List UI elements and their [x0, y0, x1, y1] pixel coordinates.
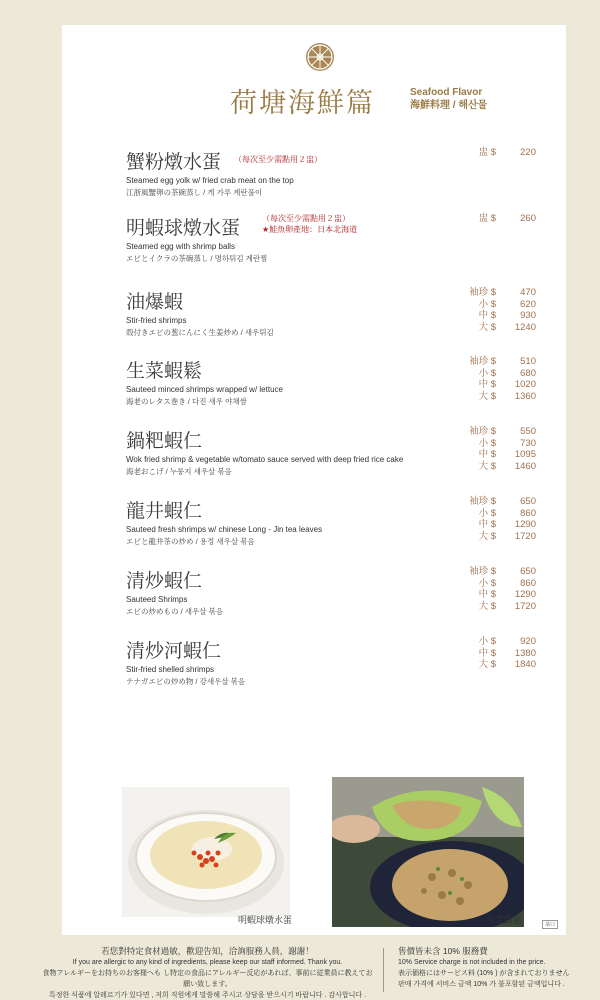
dish-name: 清炒蝦仁	[126, 570, 203, 592]
price-row	[456, 368, 536, 380]
price-row	[456, 601, 536, 613]
menu-page	[62, 25, 566, 935]
dish-name-en: Steamed egg with shrimp balls	[126, 242, 235, 251]
steamed-egg-photo	[122, 787, 290, 917]
dish-note-line: （每次至少需點用２盅）	[234, 155, 322, 164]
price-row	[456, 589, 536, 601]
dish-name-en: Steamed egg yolk w/ fried crab meat on the top	[126, 176, 294, 185]
portion-size: 大 $	[478, 659, 496, 670]
price-row	[456, 461, 536, 473]
price-row	[456, 213, 536, 225]
service-charge-jp: 表示価格にはサービス料 (10% ) が含まれておりません	[398, 970, 570, 977]
menu-item	[126, 287, 536, 349]
dish-note	[262, 213, 357, 235]
portion-size: 中 $	[478, 647, 496, 659]
portion-size: 大 $	[478, 321, 496, 333]
portion-size: 大 $	[478, 460, 496, 472]
price-value: 620	[520, 298, 536, 310]
allergy-notice-zh: 若您對特定食材過敏，歡迎告知，洽詢服務人員，謝謝！	[101, 946, 314, 956]
price-row	[456, 449, 536, 461]
price-value: 1240	[514, 321, 536, 333]
portion-size: 中 $	[478, 379, 496, 390]
price-value: 860	[520, 507, 536, 519]
dish-name-en: Sauteed Shrimps	[126, 595, 188, 604]
left-photo-caption: 明蝦球燉水蛋	[238, 915, 293, 925]
portion-size: 盅 $	[478, 213, 496, 224]
menu-item	[126, 566, 536, 628]
price-value: 510	[520, 356, 536, 367]
service-charge-en: 10% Service charge is not included in the price.	[398, 959, 546, 966]
portion-size: 袖珍 $	[469, 496, 496, 507]
price-row	[456, 438, 536, 450]
price-row	[456, 391, 536, 403]
menu-item	[126, 147, 536, 209]
right-photo-caption: 生菜蝦鬆	[486, 915, 523, 925]
service-charge-notice	[398, 946, 598, 990]
restaurant-logo-icon	[306, 43, 334, 71]
dish-note-origin: ★鮭魚卵產地：日本北海道	[262, 225, 358, 234]
dish-note	[234, 154, 322, 165]
price-list	[456, 426, 536, 472]
dish-name-jp-kr: エビの炒めもの / 새우살 볶음	[126, 607, 224, 616]
section-subtitle	[410, 86, 487, 112]
dish-name: 油爆蝦	[126, 291, 184, 313]
dish-name: 明蝦球燉水蛋	[126, 217, 241, 239]
menu-item	[126, 213, 536, 275]
allergy-notice-en: If you are allergic to any kind of ingredients, please keep our staff informed. Thank you.	[72, 959, 343, 966]
portion-size: 大 $	[478, 600, 496, 612]
portion-size: 中 $	[478, 310, 496, 321]
price-row	[456, 496, 536, 508]
price-list	[456, 356, 536, 402]
price-value: 220	[520, 147, 536, 158]
price-row	[456, 648, 536, 660]
dish-name-jp-kr: 殻付きエビの葱にんにく生姜炒め / 새우튀김	[126, 328, 274, 337]
price-row	[456, 508, 536, 520]
price-value: 550	[520, 426, 536, 437]
allergy-notice-jp: 食物アレルギーをお持ちのお客様へも し特定の食品にアレルギー反応があれば、事前に従業員に教えてお願い致します。	[42, 970, 373, 988]
dish-name-jp-kr: 海老おこげ / 누룽지 새우살 볶음	[126, 467, 232, 476]
portion-size: 袖珍 $	[469, 426, 496, 437]
price-value: 650	[520, 496, 536, 507]
rim-label: 菜口	[542, 920, 558, 929]
dish-name-jp-kr: エビと龍井茶の炒め / 용정 새우살 볶음	[126, 537, 255, 546]
price-value: 1840	[514, 659, 536, 670]
price-value: 1290	[514, 519, 536, 530]
price-row	[456, 566, 536, 578]
price-list	[456, 147, 536, 159]
price-value: 930	[520, 310, 536, 321]
price-list	[456, 566, 536, 612]
dish-name-jp-kr: 江浙風蟹卵の茶碗蒸し / 게 가루 계란풀이	[126, 188, 263, 197]
price-list	[456, 496, 536, 542]
price-value: 1460	[514, 460, 536, 472]
dish-name: 清炒河蝦仁	[126, 640, 222, 662]
price-value: 1380	[514, 647, 536, 659]
portion-size: 中 $	[478, 449, 496, 460]
footer	[0, 940, 600, 1000]
section-title: 荷塘海鮮篇	[230, 88, 375, 119]
price-row	[456, 426, 536, 438]
dish-name-en: Stir-fried shrimps	[126, 316, 187, 325]
price-row	[456, 659, 536, 671]
portion-size: 袖珍 $	[469, 566, 496, 577]
dish-name-en: Wok fried shrimp & vegetable w/tomato sauce served with deep fried rice cake	[126, 455, 404, 464]
allergy-notice	[40, 946, 375, 1000]
section-title-jp-kr: 海鮮料理 / 해산물	[410, 100, 488, 111]
dish-name: 蟹粉燉水蛋	[126, 151, 222, 173]
price-value: 1290	[514, 589, 536, 600]
menu-item	[126, 426, 536, 488]
section-title-en: Seafood Flavor	[410, 87, 483, 98]
menu-item	[126, 496, 536, 558]
portion-size: 小 $	[478, 507, 496, 519]
portion-size: 盅 $	[478, 147, 496, 158]
portion-size: 袖珍 $	[469, 287, 496, 298]
price-row	[456, 578, 536, 590]
price-value: 650	[520, 566, 536, 577]
dish-name-jp-kr: テナガエビの炒め物 / 강새우살 볶음	[126, 677, 246, 686]
portion-size: 大 $	[478, 530, 496, 542]
price-row	[456, 519, 536, 531]
dish-name-en: Sauteed fresh shrimps w/ chinese Long - Jin tea leaves	[126, 525, 323, 534]
price-row	[456, 356, 536, 368]
price-row	[456, 147, 536, 159]
price-row	[456, 531, 536, 543]
price-list	[456, 287, 536, 333]
footer-divider	[383, 948, 384, 992]
dish-name-en: Sauteed minced shrimps wrapped w/ lettuce	[126, 385, 283, 394]
price-row	[456, 310, 536, 322]
price-row	[456, 287, 536, 299]
price-value: 860	[520, 577, 536, 589]
allergy-notice-kr: 특정한 식품에 알레르기가 있다면 , 저희 직원에게 말씀해 주시고 상담을 받으시기 바랍니다 . 감사합니다 .	[48, 992, 367, 999]
price-value: 920	[520, 636, 536, 647]
price-value: 1720	[514, 600, 536, 612]
menu-item	[126, 636, 536, 698]
dish-name-jp-kr: 海老のレタス巻き / 다진 새우 야채쌈	[126, 397, 247, 406]
price-value: 470	[520, 287, 536, 298]
price-row	[456, 636, 536, 648]
menu-item	[126, 356, 536, 418]
dish-name-en: Stir-fried shelled shrimps	[126, 665, 215, 674]
price-value: 1720	[514, 530, 536, 542]
dish-note-line: （每次至少需點用２盅）	[262, 214, 350, 223]
price-list	[456, 636, 536, 671]
portion-size: 中 $	[478, 519, 496, 530]
portion-size: 大 $	[478, 390, 496, 402]
portion-size: 小 $	[478, 577, 496, 589]
dish-name-jp-kr: エビとイクラの茶碗蒸し / 명하튀김 계란찜	[126, 254, 268, 263]
portion-size: 中 $	[478, 589, 496, 600]
price-row	[456, 299, 536, 311]
lettuce-wrap-photo	[332, 777, 524, 927]
service-charge-zh: 售價皆未含 10% 服務費	[398, 946, 488, 956]
portion-size: 小 $	[478, 437, 496, 449]
price-list	[456, 213, 536, 225]
price-row	[456, 379, 536, 391]
dish-name: 鍋粑蝦仁	[126, 430, 203, 452]
price-value: 1020	[514, 379, 536, 390]
price-value: 1360	[514, 390, 536, 402]
portion-size: 小 $	[478, 636, 496, 647]
portion-size: 小 $	[478, 298, 496, 310]
portion-size: 小 $	[478, 367, 496, 379]
portion-size: 袖珍 $	[469, 356, 496, 367]
price-value: 1095	[514, 449, 536, 460]
price-value: 260	[520, 213, 536, 224]
price-row	[456, 322, 536, 334]
price-value: 680	[520, 367, 536, 379]
dish-name: 生菜蝦鬆	[126, 360, 203, 382]
dish-name: 龍井蝦仁	[126, 500, 203, 522]
price-value: 730	[520, 437, 536, 449]
service-charge-kr: 판매 가격에 서비스 금액 10% 가 불포함된 금액입니다 .	[398, 981, 565, 988]
